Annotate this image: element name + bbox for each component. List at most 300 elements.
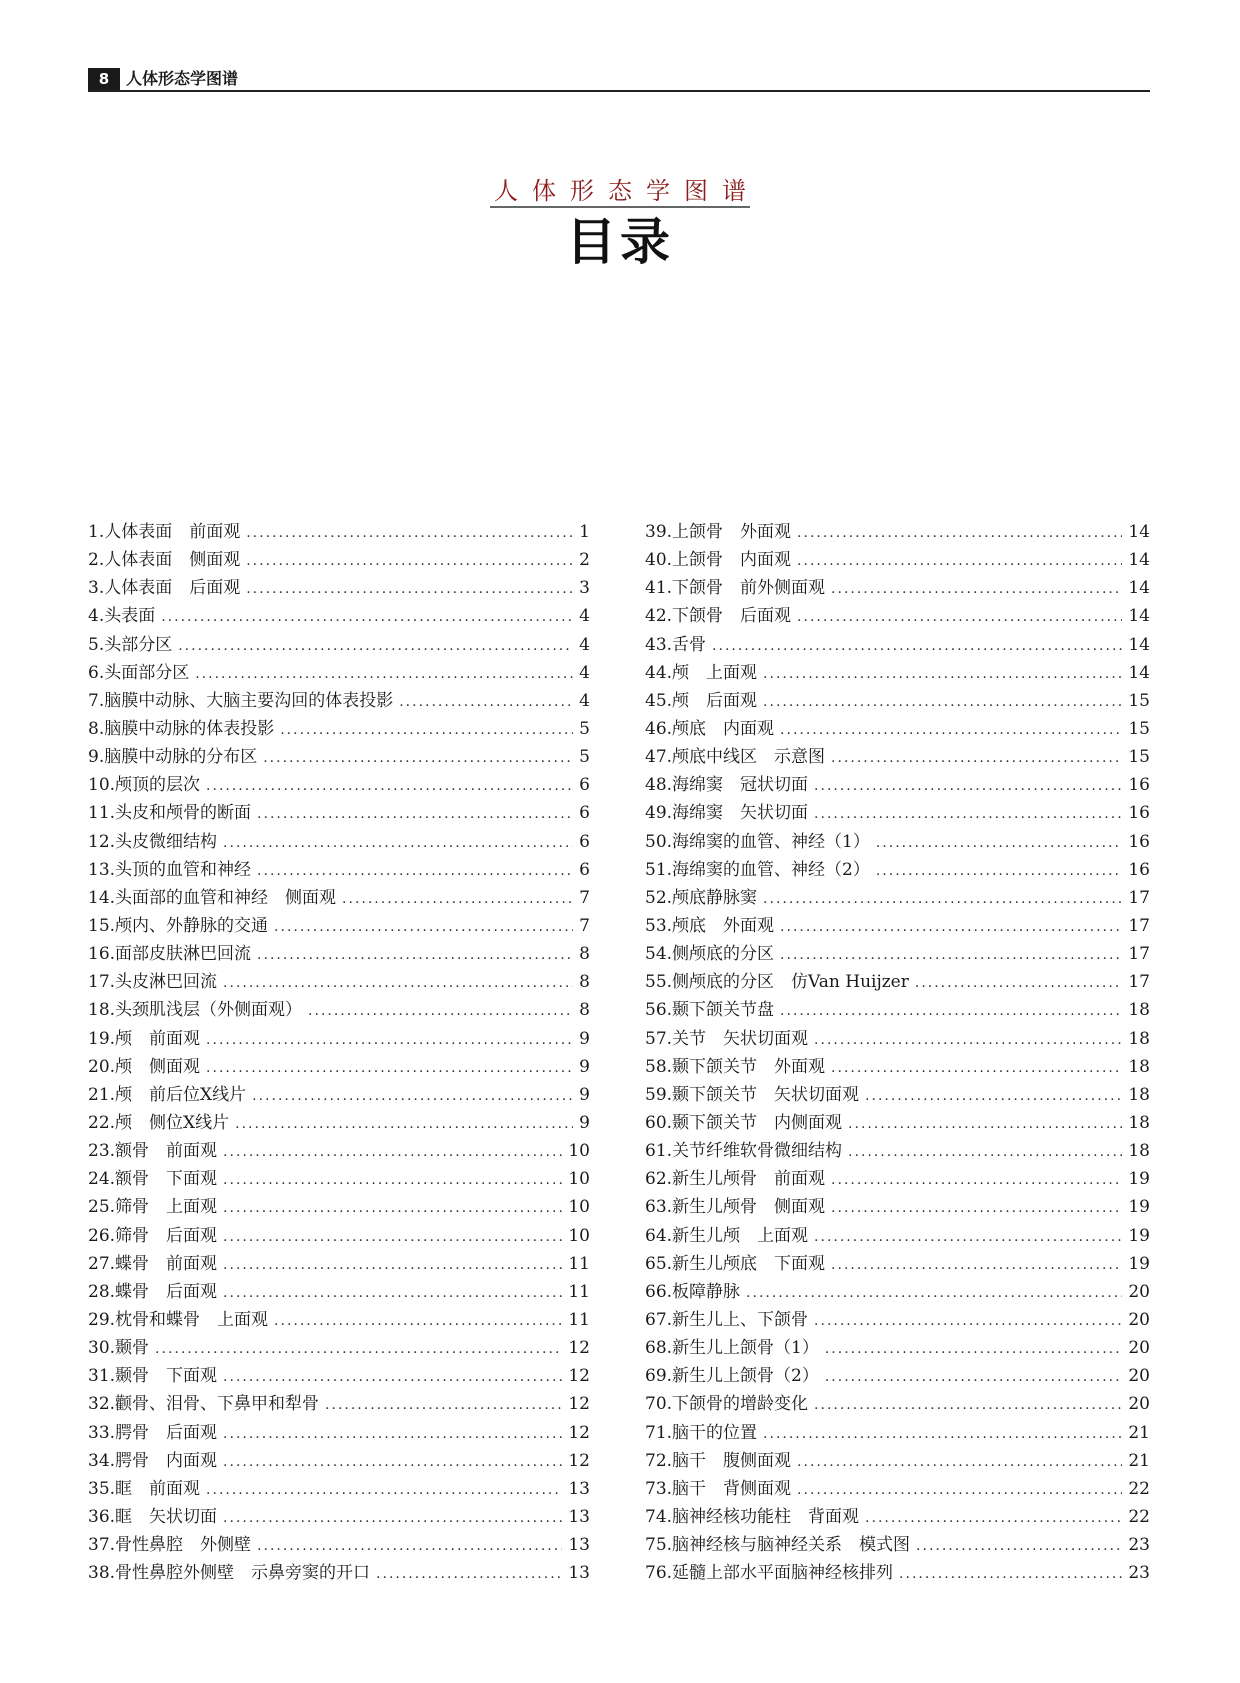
toc-entry-page: 4 [579, 690, 590, 711]
toc-entry-page: 16 [1128, 775, 1150, 796]
toc-leader-dots [376, 1560, 562, 1587]
toc-leader-dots [848, 1138, 1122, 1165]
toc-entry [88, 968, 590, 996]
toc-entry [645, 715, 1150, 743]
toc-leader-dots [780, 941, 1122, 968]
toc-entry-page: 16 [1128, 803, 1150, 824]
toc-entry-page: 6 [579, 859, 590, 880]
toc-entry-page: 7 [579, 915, 590, 936]
toc-entry [645, 1419, 1150, 1447]
toc-entry-page: 8 [579, 1000, 590, 1021]
toc-entry-title: 1.人体表面 前面观 [88, 522, 241, 542]
toc-entry-page: 6 [579, 775, 590, 796]
toc-leader-dots [223, 1504, 562, 1531]
toc-entry-title: 76.延髓上部水平面脑神经核排列 [645, 1563, 894, 1584]
toc-leader-dots [831, 1166, 1122, 1193]
toc-leader-dots [195, 660, 573, 687]
toc-entry [645, 912, 1150, 940]
toc-leader-dots [155, 1335, 562, 1362]
toc-entry-title: 5.头部分区 [88, 634, 173, 655]
toc-entry [88, 1109, 590, 1137]
toc-entry-title: 10.颅顶的层次 [88, 775, 201, 796]
toc-entry [88, 1165, 590, 1193]
toc-entry-title: 2.人体表面 侧面观 [88, 550, 241, 571]
toc-entry [88, 1531, 590, 1559]
toc-entry [645, 1081, 1150, 1109]
toc-entry [645, 996, 1150, 1024]
subtitle-char: 图 [684, 176, 708, 205]
toc-leader-dots [797, 547, 1122, 574]
toc-leader-dots [831, 1194, 1122, 1221]
toc-entry [645, 1193, 1150, 1221]
toc-entry-title: 62.新生儿颅骨 前面观 [645, 1169, 826, 1190]
toc-entry-page: 10 [568, 1169, 590, 1190]
toc-leader-dots [206, 1026, 573, 1053]
toc-entry [645, 940, 1150, 968]
toc-column-left [88, 518, 590, 1587]
toc-entry-title: 65.新生儿颅底 下面观 [645, 1253, 826, 1274]
toc-leader-dots [342, 885, 573, 912]
toc-leader-dots [814, 1307, 1122, 1334]
subtitle-char: 人 [494, 176, 518, 205]
toc-entry-title: 25.筛骨 上面观 [88, 1197, 218, 1218]
toc-entry-page: 17 [1128, 944, 1150, 965]
toc-leader-dots [257, 1532, 562, 1559]
toc-entry-page: 22 [1128, 1478, 1150, 1499]
toc-leader-dots [178, 632, 573, 659]
toc-entry-page: 12 [568, 1366, 590, 1387]
toc-entry-title: 52.颅底静脉窦 [645, 887, 758, 908]
toc-entry [645, 1250, 1150, 1278]
toc-entry [88, 574, 590, 602]
toc-entry [88, 1419, 590, 1447]
toc-leader-dots [399, 688, 573, 715]
toc-leader-dots [325, 1391, 562, 1418]
book-subtitle [490, 170, 750, 208]
toc-leader-dots [223, 1448, 562, 1475]
toc-entry [645, 884, 1150, 912]
toc-entry-page: 21 [1128, 1422, 1150, 1443]
toc-leader-dots [876, 857, 1123, 884]
toc-entry-title: 9.脑膜中动脉的分布区 [88, 747, 258, 768]
toc-entry-page: 16 [1128, 831, 1150, 852]
toc-leader-dots [263, 744, 573, 771]
subtitle-char: 体 [532, 176, 556, 205]
toc-entry-page: 14 [1128, 550, 1150, 571]
toc-entry-title: 53.颅底 外面观 [645, 915, 775, 936]
toc-entry-page: 11 [568, 1309, 590, 1330]
toc-entry [88, 687, 590, 715]
toc-leader-dots [246, 575, 573, 602]
toc-entry [645, 1137, 1150, 1165]
toc-leader-dots [780, 716, 1122, 743]
running-header [88, 68, 1150, 92]
toc-entry-title: 37.骨性鼻腔 外侧壁 [88, 1535, 252, 1556]
toc-entry-title: 58.颞下颌关节 外面观 [645, 1056, 826, 1077]
toc-entry-title: 36.眶 矢状切面 [88, 1506, 218, 1527]
toc-entry [88, 1390, 590, 1418]
toc-entry-title: 28.蝶骨 后面观 [88, 1281, 218, 1302]
toc-entry-title: 72.脑干 腹侧面观 [645, 1450, 792, 1471]
toc-entry [88, 912, 590, 940]
toc-entry-page: 6 [579, 831, 590, 852]
toc-leader-dots [814, 1223, 1122, 1250]
toc-entry-page: 12 [568, 1394, 590, 1415]
toc-entry-title: 41.下颌骨 前外侧面观 [645, 578, 826, 599]
toc-leader-dots [223, 1194, 562, 1221]
toc-entry [88, 1278, 590, 1306]
toc-leader-dots [763, 885, 1122, 912]
toc-entry-page: 23 [1128, 1563, 1150, 1584]
toc-leader-dots [257, 800, 573, 827]
toc-entry-page: 14 [1128, 606, 1150, 627]
toc-leader-dots [915, 969, 1122, 996]
toc-entry-title: 57.关节 矢状切面观 [645, 1028, 809, 1049]
toc-entry-title: 33.腭骨 后面观 [88, 1422, 218, 1443]
toc-leader-dots [797, 603, 1122, 630]
toc-entry-title: 47.颅底中线区 示意图 [645, 747, 826, 768]
toc-entry-page: 17 [1128, 887, 1150, 908]
toc-entry-title: 19.颅 前面观 [88, 1028, 201, 1049]
toc-entry-title: 43.舌骨 [645, 634, 707, 655]
toc-entry-page: 17 [1128, 915, 1150, 936]
toc-leader-dots [223, 1420, 562, 1447]
toc-leader-dots [223, 1279, 562, 1306]
toc-entry-title: 38.骨性鼻腔外侧壁 示鼻旁窦的开口 [88, 1563, 371, 1584]
toc-entry-title: 34.腭骨 内面观 [88, 1450, 218, 1471]
toc-entry [88, 1503, 590, 1531]
toc-entry [645, 1165, 1150, 1193]
toc-entry [645, 856, 1150, 884]
toc-entry-title: 21.颅 前后位X线片 [88, 1084, 247, 1105]
toc-leader-dots [206, 1476, 562, 1503]
toc-entry-title: 8.脑膜中动脉的体表投影 [88, 718, 275, 739]
toc-entry [645, 771, 1150, 799]
toc-entry [645, 1109, 1150, 1137]
toc-entry-title: 50.海绵窦的血管、神经（1） [645, 831, 870, 852]
toc-entry-title: 17.头皮淋巴回流 [88, 972, 218, 993]
toc-leader-dots [206, 1054, 573, 1081]
toc-leader-dots [831, 575, 1122, 602]
toc-leader-dots [223, 1138, 562, 1165]
toc-entry-title: 55.侧颅底的分区 仿Van Huijzer [645, 972, 909, 993]
toc-entry-page: 9 [579, 1084, 590, 1105]
toc-entry [645, 828, 1150, 856]
toc-entry [88, 1053, 590, 1081]
toc-leader-dots [274, 1307, 562, 1334]
toc-entry-title: 3.人体表面 后面观 [88, 578, 241, 599]
toc-entry [88, 1137, 590, 1165]
toc-entry-title: 59.颞下颌关节 矢状切面观 [645, 1084, 860, 1105]
toc-entry-page: 17 [1128, 972, 1150, 993]
toc-entry-title: 27.蝶骨 前面观 [88, 1253, 218, 1274]
toc-entry-title: 49.海绵窦 矢状切面 [645, 803, 809, 824]
toc-entry [645, 1222, 1150, 1250]
toc-entry-title: 20.颅 侧面观 [88, 1056, 201, 1077]
toc-leader-dots [763, 1420, 1122, 1447]
toc-entry-title: 39.上颌骨 外面观 [645, 522, 792, 542]
toc-leader-dots [780, 997, 1122, 1024]
toc-entry [88, 1334, 590, 1362]
toc-leader-dots [831, 1054, 1122, 1081]
toc-entry-page: 10 [568, 1141, 590, 1162]
toc-entry-title: 68.新生儿上颌骨（1） [645, 1338, 819, 1359]
toc-leader-dots [223, 969, 573, 996]
toc-entry-page: 5 [579, 747, 590, 768]
toc-leader-dots [763, 660, 1122, 687]
toc-entry-title: 63.新生儿颅骨 侧面观 [645, 1197, 826, 1218]
toc-leader-dots [257, 941, 573, 968]
toc-entry-page: 14 [1128, 634, 1150, 655]
toc-entry-page: 11 [568, 1253, 590, 1274]
toc-entry [88, 1362, 590, 1390]
page-title: 目录 [566, 213, 674, 271]
toc-entry-page: 12 [568, 1450, 590, 1471]
toc-entry [88, 1475, 590, 1503]
toc-entry [88, 940, 590, 968]
toc-entry-page: 5 [579, 718, 590, 739]
toc-entry [645, 1559, 1150, 1587]
toc-entry-title: 66.板障静脉 [645, 1281, 741, 1302]
toc-column-right [645, 518, 1150, 1587]
toc-entry [645, 1278, 1150, 1306]
toc-entry-page: 2 [579, 550, 590, 571]
toc-leader-dots [280, 716, 573, 743]
toc-entry [88, 1447, 590, 1475]
toc-entry [645, 968, 1150, 996]
toc-entry-page: 4 [579, 606, 590, 627]
toc-entry-title: 56.颞下颌关节盘 [645, 1000, 775, 1021]
toc-entry-page: 14 [1128, 662, 1150, 683]
toc-entry-page: 15 [1128, 747, 1150, 768]
toc-entry [645, 687, 1150, 715]
toc-entry-page: 20 [1128, 1309, 1150, 1330]
toc-entry-title: 13.头顶的血管和神经 [88, 859, 252, 880]
toc-leader-dots [865, 1082, 1122, 1109]
toc-entry-title: 71.脑干的位置 [645, 1422, 758, 1443]
toc-entry-page: 20 [1128, 1394, 1150, 1415]
toc-entry-page: 11 [568, 1281, 590, 1302]
toc-entry-title: 18.头颈肌浅层（外侧面观） [88, 1000, 303, 1021]
toc-entry [645, 799, 1150, 827]
toc-entry-page: 16 [1128, 859, 1150, 880]
toc-entry-title: 32.颧骨、泪骨、下鼻甲和犁骨 [88, 1394, 320, 1415]
toc-entry [645, 602, 1150, 630]
toc-leader-dots [865, 1504, 1122, 1531]
toc-entry-page: 7 [579, 887, 590, 908]
toc-entry [88, 771, 590, 799]
toc-entry-page: 13 [568, 1535, 590, 1556]
toc-entry [645, 743, 1150, 771]
toc-leader-dots [206, 772, 573, 799]
toc-entry-title: 22.颅 侧位X线片 [88, 1112, 230, 1133]
toc-entry [88, 1025, 590, 1053]
toc-entry-title: 54.侧颅底的分区 [645, 944, 775, 965]
toc-leader-dots [916, 1532, 1122, 1559]
toc-entry [88, 856, 590, 884]
toc-leader-dots [246, 519, 573, 546]
toc-entry [645, 1362, 1150, 1390]
toc-entry-page: 19 [1128, 1169, 1150, 1190]
toc-leader-dots [308, 997, 573, 1024]
toc-leader-dots [797, 519, 1122, 546]
toc-leader-dots [223, 829, 573, 856]
toc-leader-dots [814, 800, 1122, 827]
toc-entry [88, 1222, 590, 1250]
toc-entry-title: 46.颅底 内面观 [645, 718, 775, 739]
toc-entry-page: 9 [579, 1056, 590, 1077]
toc-entry-title: 69.新生儿上颌骨（2） [645, 1366, 819, 1387]
toc-leader-dots [876, 829, 1123, 856]
toc-entry-page: 1 [579, 522, 590, 542]
toc-entry-title: 7.脑膜中动脉、大脑主要沟回的体表投影 [88, 690, 394, 711]
toc-entry [88, 602, 590, 630]
toc-entry [645, 1475, 1150, 1503]
toc-entry [645, 1503, 1150, 1531]
toc-entry-page: 10 [568, 1197, 590, 1218]
toc-entry [88, 799, 590, 827]
toc-entry [88, 1250, 590, 1278]
toc-entry-page: 4 [579, 662, 590, 683]
toc-entry [645, 574, 1150, 602]
toc-leader-dots [246, 547, 573, 574]
toc-entry-title: 64.新生儿颅 上面观 [645, 1225, 809, 1246]
toc-entry-page: 18 [1128, 1028, 1150, 1049]
toc-entry-title: 35.眶 前面观 [88, 1478, 201, 1499]
toc-leader-dots [831, 744, 1122, 771]
toc-entry-title: 67.新生儿上、下颌骨 [645, 1309, 809, 1330]
toc-entry-title: 70.下颌骨的增龄变化 [645, 1394, 809, 1415]
toc-entry [645, 518, 1150, 546]
toc-entry-page: 22 [1128, 1506, 1150, 1527]
toc-entry-title: 75.脑神经核与脑神经关系 模式图 [645, 1535, 911, 1556]
toc-leader-dots [797, 1476, 1122, 1503]
toc-entry-page: 4 [579, 634, 590, 655]
toc-entry-page: 15 [1128, 690, 1150, 711]
toc-entry [88, 884, 590, 912]
toc-entry-page: 20 [1128, 1281, 1150, 1302]
toc-entry-page: 12 [568, 1338, 590, 1359]
toc-leader-dots [814, 1391, 1122, 1418]
subtitle-char: 谱 [722, 176, 746, 205]
toc-entry-title: 12.头皮微细结构 [88, 831, 218, 852]
toc-entry-page: 19 [1128, 1197, 1150, 1218]
toc-entry-page: 13 [568, 1506, 590, 1527]
toc-entry-page: 15 [1128, 718, 1150, 739]
toc-leader-dots [746, 1279, 1122, 1306]
toc-leader-dots [848, 1110, 1122, 1137]
toc-leader-dots [831, 1251, 1122, 1278]
toc-entry-title: 23.额骨 前面观 [88, 1141, 218, 1162]
toc-leader-dots [235, 1110, 573, 1137]
toc-entry-title: 31.颞骨 下面观 [88, 1366, 218, 1387]
toc-entry [88, 659, 590, 687]
toc-entry-title: 14.头面部的血管和神经 侧面观 [88, 887, 337, 908]
toc-leader-dots [223, 1223, 562, 1250]
subtitle-char: 态 [608, 176, 632, 205]
toc-entry-page: 3 [579, 578, 590, 599]
toc-entry-page: 18 [1128, 1056, 1150, 1077]
toc-leader-dots [223, 1251, 562, 1278]
toc-entry-page: 20 [1128, 1366, 1150, 1387]
toc-entry [88, 518, 590, 546]
toc-entry-title: 45.颅 后面观 [645, 690, 758, 711]
toc-entry-page: 9 [579, 1112, 590, 1133]
toc-entry-page: 12 [568, 1422, 590, 1443]
toc-entry [88, 828, 590, 856]
toc-entry-page: 6 [579, 803, 590, 824]
toc-leader-dots [825, 1335, 1123, 1362]
toc-entry-title: 4.头表面 [88, 606, 156, 627]
toc-leader-dots [814, 1026, 1122, 1053]
toc-entry-title: 16.面部皮肤淋巴回流 [88, 944, 252, 965]
toc-entry-title: 60.颞下颌关节 内侧面观 [645, 1112, 843, 1133]
toc-entry [645, 1447, 1150, 1475]
subtitle-char: 形 [570, 176, 594, 205]
toc-leader-dots [899, 1560, 1122, 1587]
toc-entry [88, 546, 590, 574]
toc-entry-title: 40.上颌骨 内面观 [645, 550, 792, 571]
toc-entry-page: 13 [568, 1478, 590, 1499]
toc-entry-page: 19 [1128, 1225, 1150, 1246]
toc-entry [645, 631, 1150, 659]
toc-entry-page: 8 [579, 972, 590, 993]
toc-leader-dots [257, 857, 573, 884]
toc-leader-dots [712, 632, 1122, 659]
toc-entry-title: 61.关节纤维软骨微细结构 [645, 1141, 843, 1162]
toc-entry [645, 1390, 1150, 1418]
toc-entry-page: 14 [1128, 522, 1150, 542]
toc-entry-title: 26.筛骨 后面观 [88, 1225, 218, 1246]
toc-entry-title: 11.头皮和颅骨的断面 [88, 803, 252, 824]
toc-leader-dots [274, 913, 573, 940]
toc-entry [88, 1559, 590, 1587]
toc-entry-page: 18 [1128, 1084, 1150, 1105]
toc-entry-title: 30.颞骨 [88, 1338, 150, 1359]
toc-entry [88, 743, 590, 771]
toc-entry-title: 44.颅 上面观 [645, 662, 758, 683]
toc-entry [645, 1306, 1150, 1334]
toc-leader-dots [825, 1363, 1123, 1390]
toc-leader-dots [797, 1448, 1122, 1475]
toc-leader-dots [161, 603, 573, 630]
toc-entry [88, 1081, 590, 1109]
toc-entry [88, 715, 590, 743]
toc-entry-title: 15.颅内、外静脉的交通 [88, 915, 269, 936]
toc-entry [88, 1193, 590, 1221]
toc-entry-title: 48.海绵窦 冠状切面 [645, 775, 809, 796]
toc-entry [88, 1306, 590, 1334]
toc-entry-page: 9 [579, 1028, 590, 1049]
toc-leader-dots [252, 1082, 573, 1109]
subtitle-char: 学 [646, 176, 670, 205]
toc-entry-page: 21 [1128, 1450, 1150, 1471]
toc-entry-title: 73.脑干 背侧面观 [645, 1478, 792, 1499]
toc-entry-title: 42.下颌骨 后面观 [645, 606, 792, 627]
toc-entry-page: 18 [1128, 1112, 1150, 1133]
toc-entry [645, 1025, 1150, 1053]
toc-entry [645, 1531, 1150, 1559]
toc-entry-title: 51.海绵窦的血管、神经（2） [645, 859, 870, 880]
toc-entry-page: 18 [1128, 1000, 1150, 1021]
toc-entry-title: 6.头面部分区 [88, 662, 190, 683]
toc-leader-dots [223, 1363, 562, 1390]
toc-entry-title: 74.脑神经核功能柱 背面观 [645, 1506, 860, 1527]
running-book-title: 人体形态学图谱 [126, 69, 239, 88]
toc-entry-page: 13 [568, 1563, 590, 1584]
toc-entry-page: 23 [1128, 1535, 1150, 1556]
toc-entry [645, 546, 1150, 574]
